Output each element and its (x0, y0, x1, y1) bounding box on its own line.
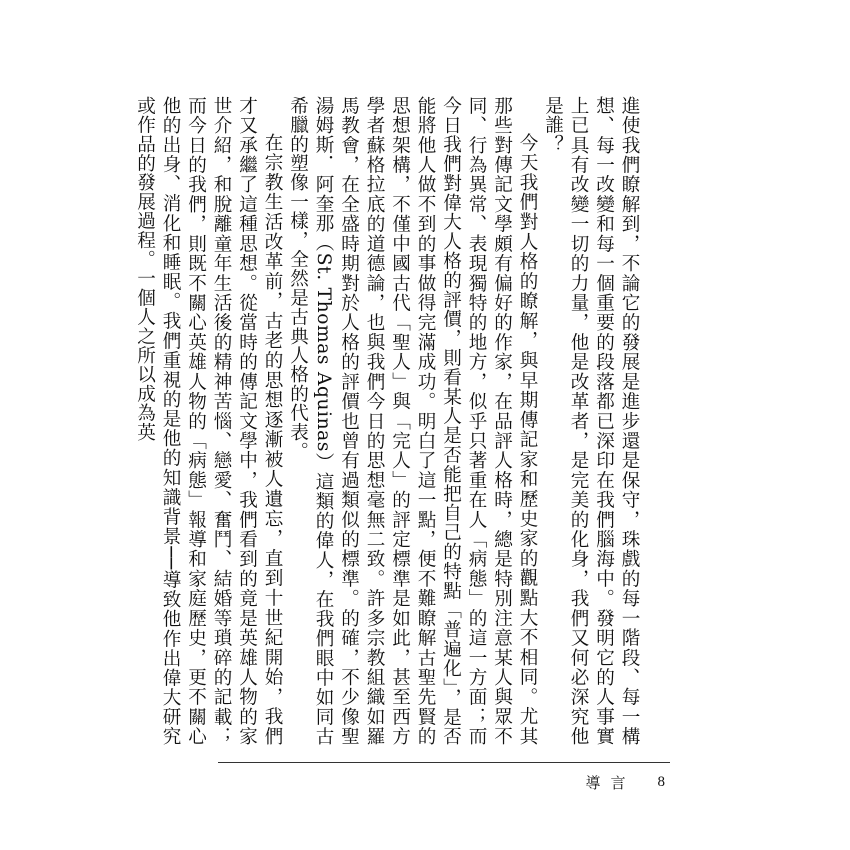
page-footer (585, 772, 665, 793)
page-number: 8 (657, 774, 665, 790)
footer-rule (218, 762, 670, 763)
chapter-title: 導言 (585, 774, 636, 792)
body-text (132, 96, 642, 746)
paragraph-2: 今天我們對人格的瞭解，與早期傳記家和歷史家的觀點大不相同。尤其那些對傳記文學頗有偏好的作家，在品評人格時，總是特別注意某人與眾不同、行為異常、表現獨特的地方，似乎只著重在人「病態」的這一方面；而今日我們對偉大人格的評價，則看某人是否能把自己的特點「普遍化」，是否能將他人做不到的事做得完滿成功。明白了這一點，便不難瞭解古聖先賢的思想架構，不僅中國古代「聖人」與「完人」的評定標準是如此，甚至西方學者蘇格拉底的道德論，也與我們今日的思想毫無二致。許多宗教組織如羅馬教會，在全盛時期對於人格的評價也曾有過類似的標準。的確，不少像聖湯姆斯．阿奎那（St. Thomas Aquinas）這類的偉人，在我們眼中如同古希臘的塑像一樣，全然是古典人格的代表。 (287, 96, 538, 746)
paragraph-1: 進使我們瞭解到，不論它的發展是進步還是保守，珠戲的每一階段、每一構想、每一改變和每一個重要的段落都已深印在我們腦海中。發明它的人事實上已具有改變一切的力量，他是改革者，是完美的化身，我們又何必深究他是誰？ (542, 96, 640, 746)
paragraph-3: 在宗教生活改革前，古老的思想逐漸被人遺忘，直到十世紀開始，我們才又承繼了這種思想。從當時的傳記文學中，我們看到的竟是英雄人物的家世介紹，和脫離童年生活後的精神苦惱、戀愛、奮鬥、結婚等瑣碎的記載；而今日的我們，則既不關心英雄人物的「病態」報導和家庭歷史，更不關心他的出身、消化和睡眠。我們重視的是他的知識背景──導致他作出偉大研究或作品的發展過程。一個人之所以成為英 (134, 96, 283, 746)
